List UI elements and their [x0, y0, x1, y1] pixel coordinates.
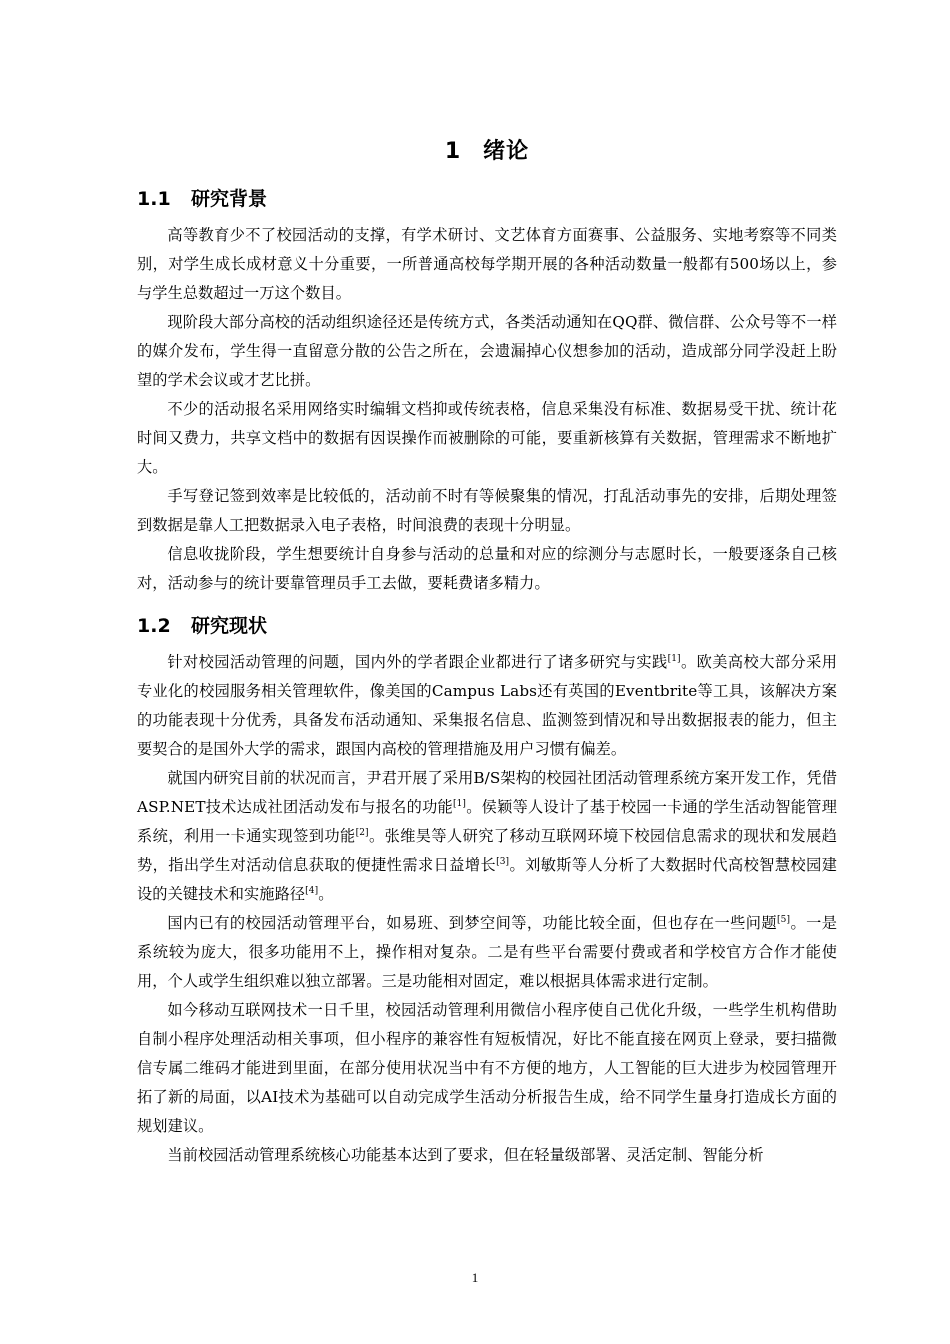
paragraph-text: 不少的活动报名采用网络实时编辑文档抑或传统表格，信息采集没有标准、数据易受干扰、统计花时间又费力，共享文档中的数据有因误操作而被删除的可能，要重新核算有关数据，管理需求不断地扩大。 — [137, 400, 837, 476]
paragraph-text: 。刘敏斯等人分析了大数据时代高校智慧校园建设的关键技术和实施路径 — [137, 856, 837, 903]
citation-marker: [5] — [777, 915, 791, 925]
paragraph-text: 。张维昊等人研究了移动互联网环境下校园信息需求的现状和发展趋势，指出学生对活动信息获取的便捷性需求日益增长 — [137, 827, 838, 874]
section-title: 研究背景 — [191, 188, 268, 210]
paragraph — [137, 221, 837, 308]
section-number: 1.1 — [137, 188, 171, 210]
paragraph-text: 当前校园活动管理系统核心功能基本达到了要求，但在轻量级部署、灵活定制、智能分析 — [167, 1146, 764, 1164]
paragraph — [137, 540, 837, 598]
citation-marker: [4] — [305, 886, 319, 896]
paragraph-text: 高等教育少不了校园活动的支撑，有学术研讨、文艺体育方面赛事、公益服务、实地考察等不同类别，对学生成长成材意义十分重要，一所普通高校每学期开展的各种活动数量一般都有500场以上，参与学生总数超过一万这个数目。 — [137, 226, 837, 302]
paragraph — [137, 764, 837, 909]
paragraph-text: 。 — [318, 885, 334, 903]
citation-marker: [1] — [667, 654, 681, 664]
paragraph-text: 针对校园活动管理的问题，国内外的学者跟企业都进行了诸多研究与实践 — [167, 653, 668, 671]
section-number: 1.2 — [137, 615, 171, 637]
chapter-number: 1 — [444, 139, 462, 164]
citation-marker: [1] — [453, 799, 467, 809]
section-heading-1-2 — [137, 611, 267, 638]
paragraph-text: 手写登记签到效率是比较低的，活动前不时有等候聚集的情况，打乱活动事先的安排，后期处理签到数据是靠人工把数据录入电子表格，时间浪费的表现十分明显。 — [137, 487, 837, 534]
paragraph — [137, 395, 837, 482]
page-number: 1 — [471, 1270, 479, 1285]
section-body-1-2 — [137, 648, 837, 1170]
paragraph — [137, 996, 837, 1141]
paragraph-text: 。侯颖等人设计了基于校园一卡通的学生活动智能管理系统，利用一卡通实现签到功能 — [137, 798, 837, 845]
paragraph-text: 。欧美高校大部分采用专业化的校园服务相关管理软件，像美国的Campus Labs还有英国的Eventbrite等工具，该解决方案的功能表现十分优秀，具备发布活动通知、采集报名信息、监测签到情况和导出数据报表的能力，但主要契合的是国外大学的需求，跟国内高校的管理措施及用户习惯有偏差。 — [137, 653, 838, 758]
citation-marker: [2] — [355, 828, 369, 838]
chapter-heading — [137, 134, 837, 165]
paragraph — [137, 648, 837, 764]
paragraph — [137, 308, 837, 395]
chapter-title: 绪论 — [483, 139, 530, 164]
citation-marker: [3] — [496, 857, 510, 867]
paragraph — [137, 1141, 837, 1170]
paragraph-text: 国内已有的校园活动管理平台，如易班、到梦空间等，功能比较全面，但也存在一些问题 — [167, 914, 778, 932]
section-body-1-1 — [137, 221, 837, 598]
paragraph-text: 。一是系统较为庞大，很多功能用不上，操作相对复杂。二是有些平台需要付费或者和学校官方合作才能使用，个人或学生组织难以独立部署。三是功能相对固定，难以根据具体需求进行定制。 — [137, 914, 837, 990]
paragraph — [137, 909, 837, 996]
paragraph — [137, 482, 837, 540]
paragraph-text: 就国内研究目前的状况而言，尹君开展了采用B/S架构的校园社团活动管理系统方案开发工作，凭借ASP.NET技术达成社团活动发布与报名的功能 — [137, 769, 837, 816]
section-title: 研究现状 — [191, 615, 268, 637]
section-heading-1-1 — [137, 184, 267, 211]
paragraph-text: 信息收拢阶段，学生想要统计自身参与活动的总量和对应的综测分与志愿时长，一般要逐条自己核对，活动参与的统计要靠管理员手工去做，要耗费诸多精力。 — [137, 545, 837, 592]
paragraph-text: 如今移动互联网技术一日千里，校园活动管理利用微信小程序使自己优化升级，一些学生机构借助自制小程序处理活动相关事项，但小程序的兼容性有短板情况，好比不能直接在网页上登录，要扫描微信专属二维码才能进到里面，在部分使用状况当中有不方便的地方，人工智能的巨大进步为校园管理开拓了新的局面，以AI技术为基础可以自动完成学生活动分析报告生成，给不同学生量身打造成长方面的规划建议。 — [137, 1001, 837, 1135]
paragraph-text: 现阶段大部分高校的活动组织途径还是传统方式，各类活动通知在QQ群、微信群、公众号等不一样的媒介发布，学生得一直留意分散的公告之所在，会遗漏掉心仪想参加的活动，造成部分同学没赶上盼望的学术会议或才艺比拼。 — [137, 313, 837, 389]
